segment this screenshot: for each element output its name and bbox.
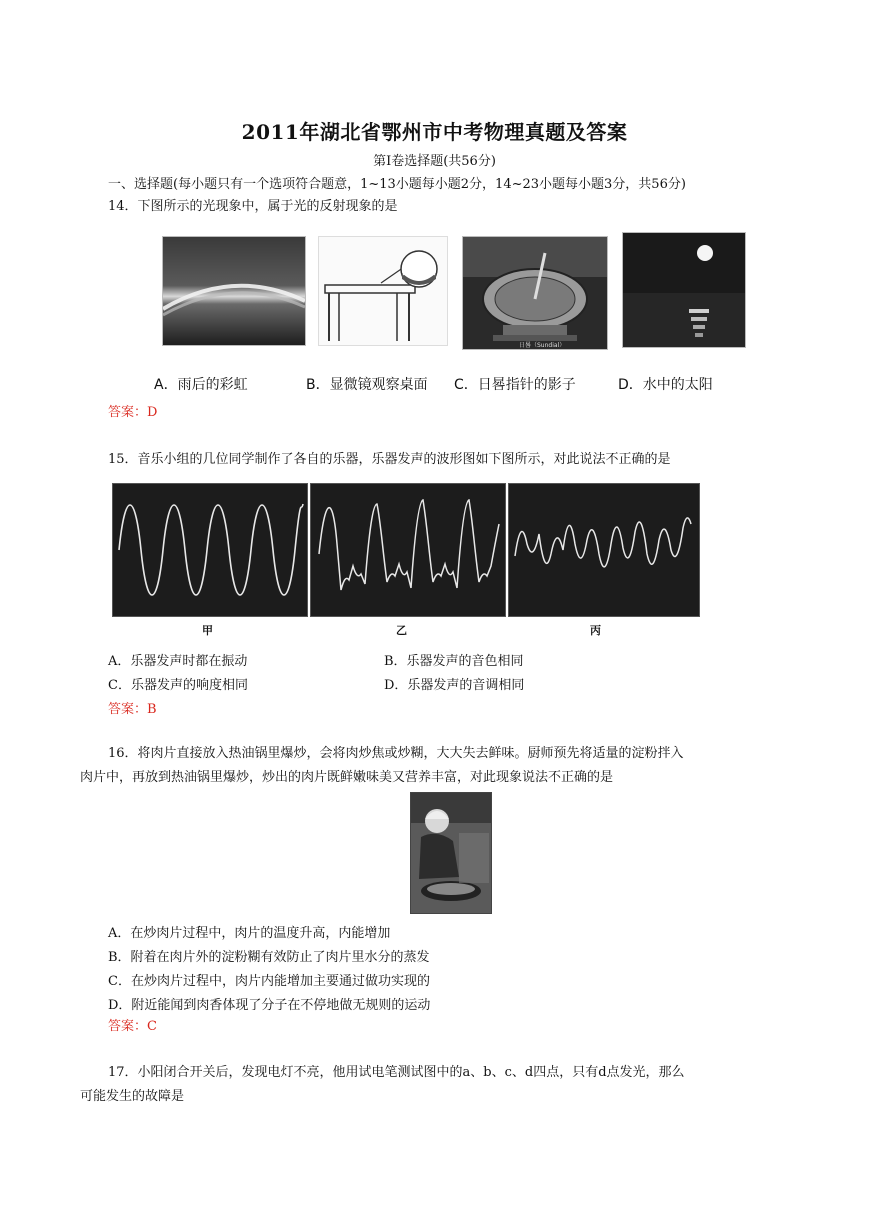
q14-caption-a: A．雨后的彩虹	[154, 377, 248, 393]
waveform-yi	[310, 483, 506, 617]
q14-caption-b: B．显微镜观察桌面	[306, 377, 428, 393]
q16-option-a: A．在炒肉片过程中，肉片的温度升高，内能增加	[108, 926, 391, 941]
waveform-jia	[112, 483, 308, 617]
wave-label-jia: 甲	[202, 624, 213, 637]
sundial-caption-text: 日晷（Sundial）	[519, 342, 566, 349]
sundial-photo	[462, 236, 608, 350]
q16-stem-line1: 16．将肉片直接放入热油锅里爆炒，会将肉炒焦或炒糊，大大失去鲜味。厨师预先将适量的淀粉拌入	[108, 746, 684, 761]
q15-option-c: C．乐器发声的响度相同	[108, 678, 248, 693]
cooking-photo	[410, 792, 492, 914]
waveform-bing	[508, 483, 700, 617]
q15-option-a: A．乐器发声时都在振动	[108, 654, 248, 669]
wave-label-bing: 丙	[590, 624, 601, 637]
sun-reflection-photo	[622, 232, 746, 348]
q14-caption-d: D．水中的太阳	[618, 377, 713, 393]
q16-answer: 答案：C	[108, 1019, 157, 1034]
microscope-table-photo	[318, 236, 448, 346]
q15-answer: 答案：B	[108, 702, 157, 717]
page-subtitle: 第Ⅰ卷选择题(共56分)	[373, 154, 496, 169]
q16-option-b: B．附着在肉片外的淀粉糊有效防止了肉片里水分的蒸发	[108, 950, 430, 965]
q16-option-d: D．附近能闻到肉香体现了分子在不停地做无规则的运动	[108, 998, 431, 1013]
wave-label-yi: 乙	[396, 624, 407, 637]
section-instructions: 一、选择题(每小题只有一个选项符合题意，1~13小题每小题2分，14~23小题每小题3分，共56分)	[108, 177, 686, 192]
q15-option-b: B．乐器发声的音色相同	[384, 654, 524, 669]
q14-caption-c: C．日晷指针的影子	[454, 377, 576, 393]
page-title: 2011年湖北省鄂州市中考物理真题及答案	[241, 120, 628, 144]
rainbow-photo	[162, 236, 306, 346]
q17-stem-line2: 可能发生的故障是	[80, 1089, 185, 1104]
q17-stem-line1: 17．小阳闭合开关后，发现电灯不亮，他用试电笔测试图中的a、b、c、d四点，只有d点发光，那么	[108, 1065, 685, 1080]
q14-stem: 14．下图所示的光现象中，属于光的反射现象的是	[108, 199, 398, 214]
q16-stem-line2: 肉片中，再放到热油锅里爆炒，炒出的肉片既鲜嫩味美又营养丰富，对此现象说法不正确的是	[80, 770, 614, 785]
q14-answer: 答案：D	[108, 405, 158, 420]
q15-stem: 15．音乐小组的几位同学制作了各自的乐器，乐器发声的波形图如下图所示，对此说法不正确的是	[108, 452, 671, 467]
q16-option-c: C．在炒肉片过程中，肉片内能增加主要通过做功实现的	[108, 974, 430, 989]
q15-option-d: D．乐器发声的音调相同	[384, 678, 525, 693]
